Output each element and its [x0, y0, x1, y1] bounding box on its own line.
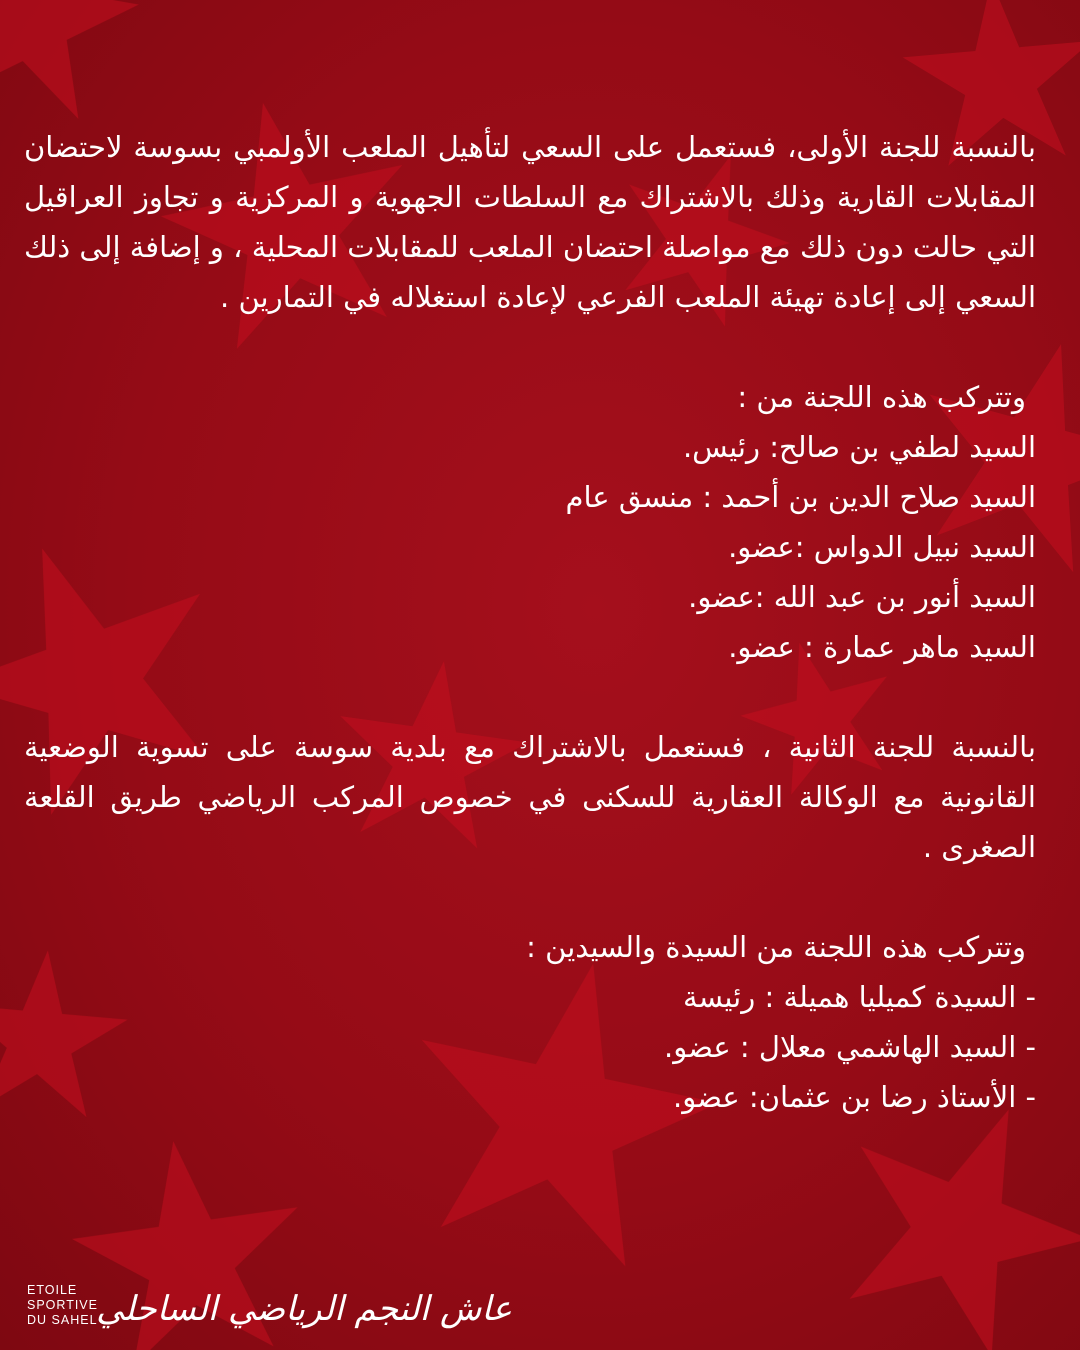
committee2-member: - السيدة كميليا هميلة : رئيسة [683, 980, 1036, 1014]
committee2-member: - السيد الهاشمي معلال : عضو. [664, 1030, 1036, 1064]
committee2-paragraph: بالنسبة للجنة الثانية ، فستعمل بالاشتراك مع بلدية سوسة على تسوية الوضعية القانونية مع الوكالة العقارية للسكنى في خصوص المركب الرياضي طريق القلعة الصغرى . [24, 730, 1036, 864]
logo-line: ETOILE [27, 1283, 78, 1297]
committee1-paragraph: بالنسبة للجنة الأولى، فستعمل على السعي لتأهيل الملعب الأولمبي بسوسة لاحتضان المقابلات القارية وذلك بالاشتراك مع السلطات الجهوية و المركزية و تجاوز العراقيل التي حالت دون ذلك مع مواصلة احتضان الملعب للمقابلات المحلية ، و إضافة إلى ذلك السعي إلى إعادة تهيئة الملعب الفرعي لإعادة استغلاله في التمارين . [24, 130, 1036, 314]
committee1-member: السيد نبيل الدواس :عضو. [728, 530, 1036, 564]
club-logo-text [27, 1283, 98, 1328]
committee1-intro: وتتركب هذه اللجنة من : [737, 380, 1026, 414]
committee1-member: السيد صلاح الدين بن أحمد : منسق عام [565, 480, 1036, 514]
spacer [24, 872, 1036, 922]
spacer [24, 672, 1036, 722]
committee2-intro: وتتركب هذه اللجنة من السيدة والسيدين : [526, 930, 1026, 964]
announcement-text [24, 122, 1036, 1122]
logo-line: DU SAHEL [27, 1313, 98, 1327]
background-star [0, 0, 152, 126]
spacer [24, 322, 1036, 372]
committee1-member: السيد ماهر عمارة : عضو. [728, 630, 1036, 664]
committee1-member: السيد لطفي بن صالح: رئيس. [682, 430, 1036, 464]
committee1-member: السيد أنور بن عبد الله :عضو. [688, 580, 1036, 614]
committee2-member: - الأستاذ رضا بن عثمان: عضو. [673, 1080, 1036, 1114]
logo-line: SPORTIVE [27, 1298, 98, 1312]
club-slogan: عاش النجم الرياضي الساحلي [96, 1289, 512, 1329]
